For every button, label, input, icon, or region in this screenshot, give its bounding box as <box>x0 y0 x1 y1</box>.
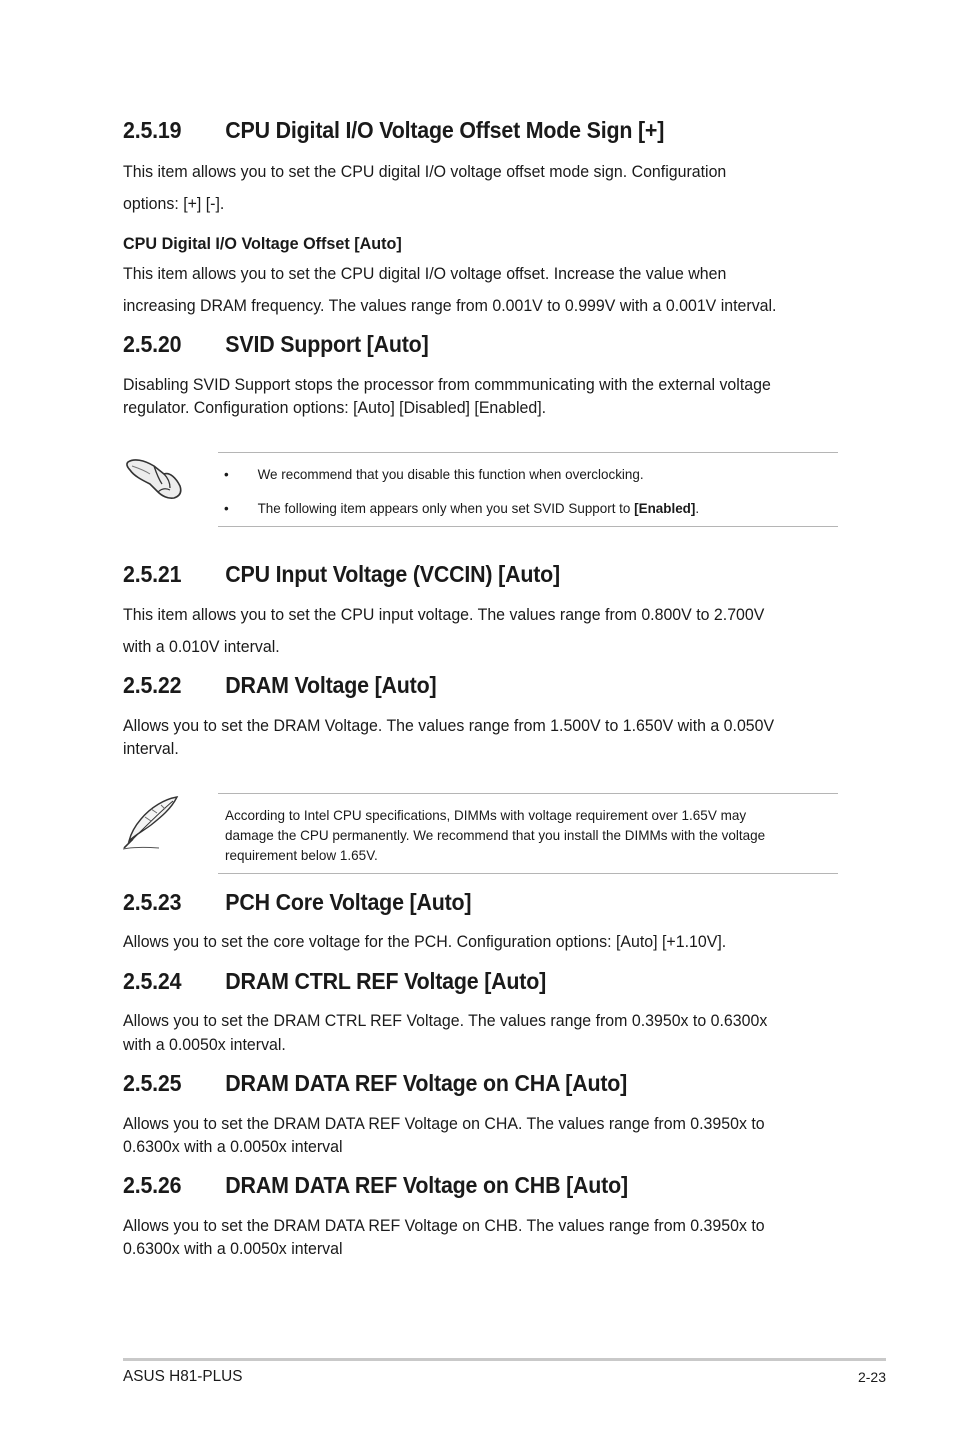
paragraph-line: This item allows you to set the CPU digital I/O voltage offset. Increase the value when <box>123 265 727 283</box>
section-heading-2-5-19 <box>123 117 664 144</box>
section-number: 2.5.22 <box>123 672 182 698</box>
note-text-line: According to Intel CPU specifications, DIMMs with voltage requirement over 1.65V may <box>225 807 747 823</box>
section-title: CPU Input Voltage (VCCIN) [Auto] <box>225 561 560 587</box>
paragraph-line: interval. <box>123 740 179 758</box>
paragraph-line: options: [+] [-]. <box>123 195 225 213</box>
bullet-symbol: • <box>224 500 229 516</box>
section-heading-2-5-25 <box>123 1070 627 1097</box>
pointing-hand-icon <box>124 452 186 502</box>
note-text-line: requirement below 1.65V. <box>225 847 378 863</box>
section-heading-2-5-22 <box>123 672 436 699</box>
section-heading-2-5-24 <box>123 968 546 995</box>
bullet-symbol: • <box>224 466 229 482</box>
note-text-line: damage the CPU permanently. We recommend that you install the DIMMs with the voltage <box>225 827 766 843</box>
note-bullet-bold-value: [Enabled] <box>634 500 696 516</box>
paragraph-line: Disabling SVID Support stops the processor from commmunicating with the external voltage <box>123 376 771 394</box>
paragraph-line: with a 0.010V interval. <box>123 638 280 656</box>
section-number: 2.5.25 <box>123 1070 182 1096</box>
note-bullet <box>224 466 644 482</box>
quill-pen-icon <box>121 795 181 851</box>
section-heading-2-5-21 <box>123 561 560 588</box>
section-title: DRAM Voltage [Auto] <box>225 672 437 698</box>
section-number: 2.5.19 <box>123 117 182 143</box>
paragraph-line: 0.6300x with a 0.0050x interval <box>123 1240 343 1258</box>
note-bottom-rule <box>218 526 838 527</box>
section-number: 2.5.23 <box>123 889 182 915</box>
note-bottom-rule <box>218 873 838 874</box>
section-number: 2.5.21 <box>123 561 182 587</box>
section-number: 2.5.20 <box>123 331 182 357</box>
footer-rule <box>123 1358 886 1361</box>
note-top-rule <box>218 452 838 453</box>
section-title: DRAM DATA REF Voltage on CHA [Auto] <box>225 1070 628 1096</box>
section-title: PCH Core Voltage [Auto] <box>225 889 472 915</box>
paragraph-line: This item allows you to set the CPU digital I/O voltage offset mode sign. Configuration <box>123 163 727 181</box>
footer-page-number: 2-23 <box>857 1369 886 1385</box>
note-top-rule <box>218 793 838 794</box>
section-title: SVID Support [Auto] <box>225 331 429 357</box>
paragraph-line: Allows you to set the DRAM Voltage. The values range from 1.500V to 1.650V with a 0.050V <box>123 717 775 735</box>
section-title: CPU Digital I/O Voltage Offset Mode Sign [+] <box>225 117 665 143</box>
paragraph-line: Allows you to set the DRAM CTRL REF Voltage. The values range from 0.3950x to 0.6300x <box>123 1012 768 1030</box>
section-heading-2-5-20 <box>123 331 429 358</box>
paragraph-line: Allows you to set the DRAM DATA REF Voltage on CHB. The values range from 0.3950x to <box>123 1217 765 1235</box>
paragraph-line: regulator. Configuration options: [Auto] [Disabled] [Enabled]. <box>123 399 547 417</box>
paragraph-line: 0.6300x with a 0.0050x interval <box>123 1138 343 1156</box>
subsection-heading: CPU Digital I/O Voltage Offset [Auto] <box>123 234 402 253</box>
note-bullet <box>224 500 699 516</box>
section-number: 2.5.26 <box>123 1172 182 1198</box>
note-bullet-text: The following item appears only when you set SVID Support to <box>257 500 635 516</box>
section-title: DRAM DATA REF Voltage on CHB [Auto] <box>225 1172 628 1198</box>
paragraph-line: Allows you to set the core voltage for the PCH. Configuration options: [Auto] [+1.10V]. <box>123 933 727 951</box>
paragraph-line: increasing DRAM frequency. The values range from 0.001V to 0.999V with a 0.001V interval. <box>123 297 777 315</box>
paragraph-line: This item allows you to set the CPU input voltage. The values range from 0.800V to 2.700V <box>123 606 765 624</box>
footer-product-name: ASUS H81-PLUS <box>123 1368 243 1385</box>
section-heading-2-5-23 <box>123 889 471 916</box>
section-heading-2-5-26 <box>123 1172 628 1199</box>
section-number: 2.5.24 <box>123 968 182 994</box>
paragraph-line: with a 0.0050x interval. <box>123 1036 286 1054</box>
section-title: DRAM CTRL REF Voltage [Auto] <box>225 968 547 994</box>
note-bullet-text: We recommend that you disable this function when overclocking. <box>257 466 644 482</box>
note-bullet-suffix: . <box>695 500 700 516</box>
paragraph-line: Allows you to set the DRAM DATA REF Voltage on CHA. The values range from 0.3950x to <box>123 1115 765 1133</box>
